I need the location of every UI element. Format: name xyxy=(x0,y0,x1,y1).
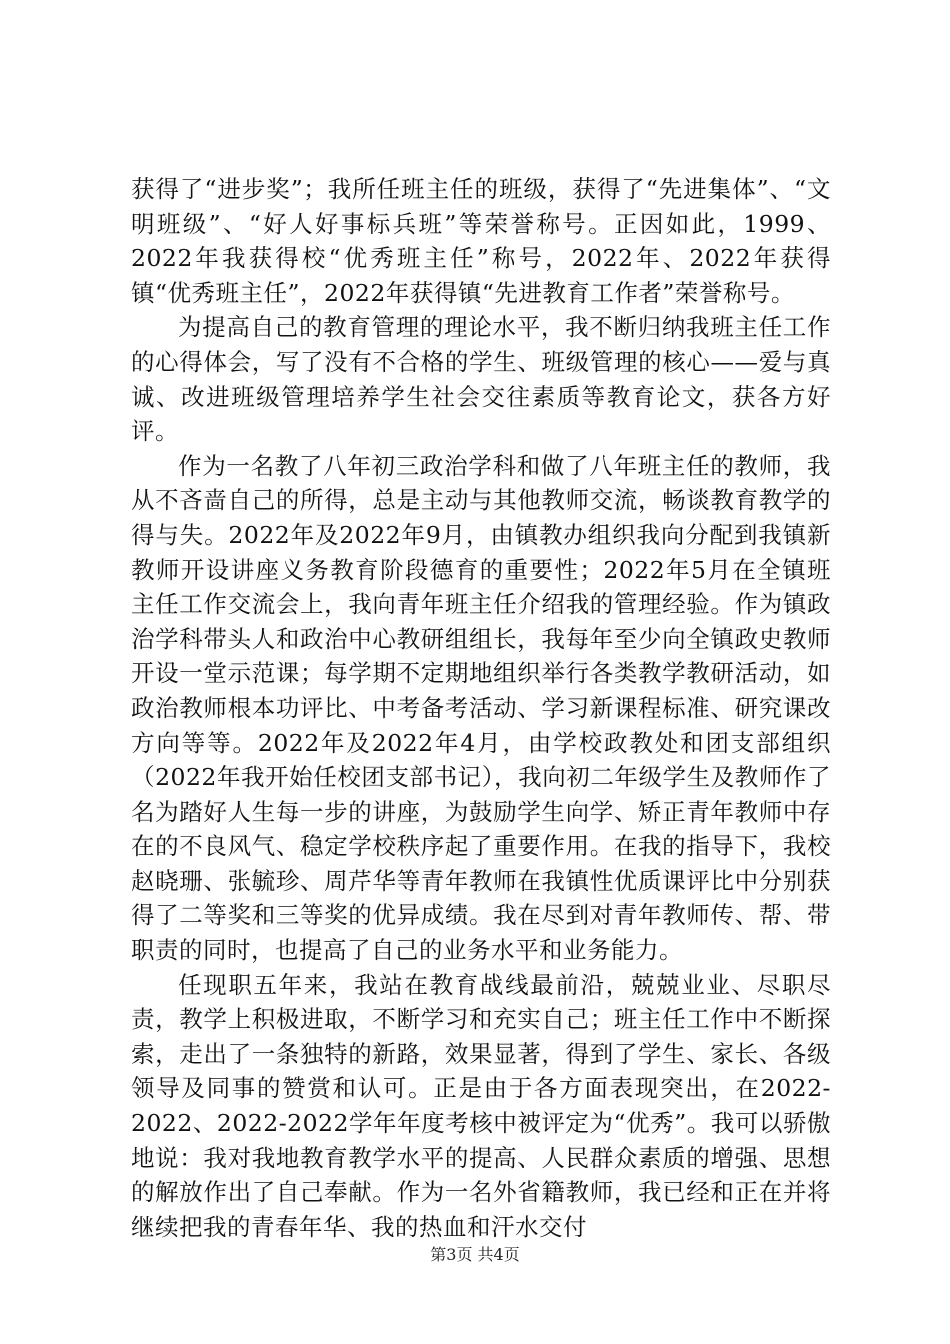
paragraph-3: 作为一名教了八年初三政治学科和做了八年班主任的教师，我从不吝啬自己的所得，总是主动与其他教师交流，畅谈教育教学的得与失。2022年及2022年9月，由镇教办组织我向分配到我镇新教师开设讲座义务教育阶段德育的重要性；2022年5月在全镇班主任工作交流会上，我向青年班主任介绍我的管理经验。作为镇政治学科带头人和政治中心教研组组长，我每年至少向全镇政史教师开设一堂示范课；每学期不定期地组织举行各类教学教研活动，如政治教师根本功评比、中考备考活动、学习新课程标准、研究课改方向等等。2022年及2022年4月，由学校政教处和团支部组织（2022年我开始任校团支部书记），我向初二年级学生及教师作了名为踏好人生每一步的讲座，为鼓励学生向学、矫正青年教师中存在的不良风气、稳定学校秩序起了重要作用。在我的指导下，我校赵晓珊、张毓珍、周芹华等青年教师在我镇性优质课评比中分别获得了二等奖和三等奖的优异成绩。我在尽到对青年教师传、帮、带职责的同时，也提高了自己的业务水平和业务能力。 xyxy=(131,451,831,965)
paragraph-4: 任现职五年来，我站在教育战线最前沿，兢兢业业、尽职尽责，教学上积极进取，不断学习和充实自己；班主任工作中不断探索，走出了一条独特的新路，效果显著，得到了学生、家长、各级领导及同事的赞赏和认可。正是由于各方面表现突出，在2022-2022、2022-2022学年年度考核中被评定为“优秀”。我可以骄傲地说：我对我地教育教学水平的提高、人民群众素质的增强、思想的解放作出了自己奉献。作为一名外省籍教师，我已经和正在并将继续把我的青春年华、我的热血和汗水交付 xyxy=(131,970,831,1241)
paragraph-2: 为提高自己的教育管理的理论水平，我不断归纳我班主任工作的心得体会，写了没有不合格的学生、班级管理的核心——爱与真诚、改进班级管理培养学生社会交往素质等教育论文，获各方好评。 xyxy=(131,313,831,446)
page-number-label: 第3页 共4页 xyxy=(430,1245,520,1264)
page-footer xyxy=(0,1245,950,1265)
paragraph-1: 获得了“进步奖”；我所任班主任的班级，获得了“先进集体”、“文明班级”、“好人好事标兵班”等荣誉称号。正因如此，1999、2022年我获得校“优秀班主任”称号，2022年、2022年获得镇“优秀班主任”，2022年获得镇“先进教育工作者”荣誉称号。 xyxy=(131,175,831,307)
document-body xyxy=(131,172,831,1244)
